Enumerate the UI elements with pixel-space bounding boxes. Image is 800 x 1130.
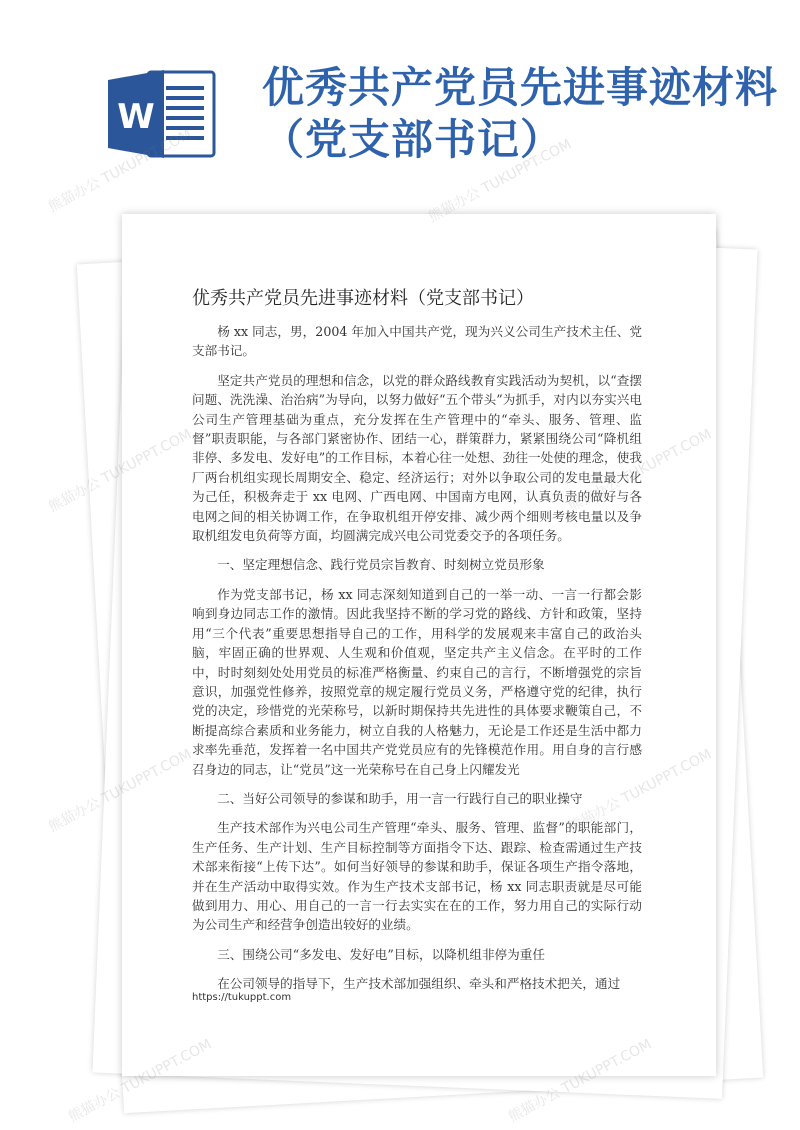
word-document-icon [108, 68, 218, 160]
paragraph: 作为党支部书记，杨 xx 同志深刻知道到自己的一举一动、一言一行都会影响到身边同志工作的激情。因此我坚持不断的学习党的路线、方针和政策，坚持用“三个代表”重要思想指导自己的工作，用科学的发展观来丰富自己的政治头脑，牢固正确的世界观、人生观和价值观，坚定共产主义信念。在平时的工作中，时时刻刻处处用党员的标准严格衡量、约束自己的言行，不断增强党的宗旨意识，加强党性修养，按照党章的规定履行党员义务，严格遵守党的纪律，执行党的决定，珍惜党的光荣称号，以新时期保持共先进性的具体要求鞭策自己，不断提高综合素质和业务能力，树立自我的人格魅力，无论是工作还是生活中都力求率先垂范，发挥着一名中国共产党党员应有的先锋模范作用。用自身的言行感召身边的同志，让“党员”这一光荣称号在自己身上闪耀发光 [192, 586, 642, 777]
watermark: 熊猫办公 TUKUPPT.COM [426, 136, 575, 226]
paragraph: 杨 xx 同志，男，2004 年加入中国共产党，现为兴义公司生产技术主任、党支部书记。 [192, 324, 642, 359]
watermark: 熊猫办公 [66, 1084, 123, 1126]
watermark: 熊猫办公 TUKUPPT.COM [46, 126, 195, 216]
svg-text:W: W [117, 97, 155, 137]
watermark: 熊猫办公 [46, 794, 103, 836]
paragraph: 在公司领导的指导下，生产技术部加强组织、牵头和严格技术把关，通过 [217, 976, 621, 992]
header-title: 优秀共产党员先进事迹材料（党支部书记） [262, 63, 779, 164]
watermark: 熊猫办公 [46, 474, 103, 516]
document-page [122, 214, 716, 1076]
section-heading: 一、坚定理想信念、践行党员宗旨教育、时刻树立党员形象 [217, 557, 545, 573]
paragraph: 生产技术部作为兴电公司生产管理“牵头、服务、管理、监督”的职能部门，生产任务、生产计划、生产目标控制等方面指令下达、跟踪、检查需通过生产技术部来衔接“上传下达”。如何当好领导的参谋和助手，保证各项生产指令落地，并在生产活动中取得实效。作为生产技术支部书记，杨 xx 同志职责就是尽可能做到用力、用心、用自己的一言一行去实实在在的工作，努力用自己的实际行动为公司生产和经营争创造出较好的业绩。 [192, 820, 642, 933]
section-heading: 三、围绕公司“多发电、发好电”目标，以降机组非停为重任 [217, 946, 545, 962]
header [0, 0, 800, 200]
paragraph: 坚定共产党员的理想和信念，以党的群众路线教育实践活动为契机，以“查摆问题、洗洗澡、治治病”为导向，以努力做好“五个带头”为抓手，对内以夯实兴电公司生产管理基础为重点，充分发挥在生产管理中的“牵头、服务、管理、监督”职责职能，与各部门紧密协作、团结一心，群策群力，紧紧围绕公司“降机组非停、多发电、发好电”的工作目标，本着心往一处想、劲往一处使的理念，使我厂两台机组实现长周期安全、稳定、经济运行；对外以争取公司的发电量最大化为己任，积极奔走于 xx 电网、广西电网、中国南方电网，认真负责的做好与各电网之间的相关协调工作，在争取机组开停安排、减少两个细则考核电量以及争取机组发电负荷等方面，均圆满完成兴电公司党委交予的各项任务。 [192, 372, 642, 544]
source-url: https://tukuppt.com [192, 992, 292, 1003]
document-body [192, 322, 642, 1004]
document-title: 优秀共产党员先进事迹材料（党支部书记） [192, 288, 534, 309]
section-heading: 二、当好公司领导的参谋和助手，用一言一行践行自己的职业操守 [217, 790, 583, 806]
